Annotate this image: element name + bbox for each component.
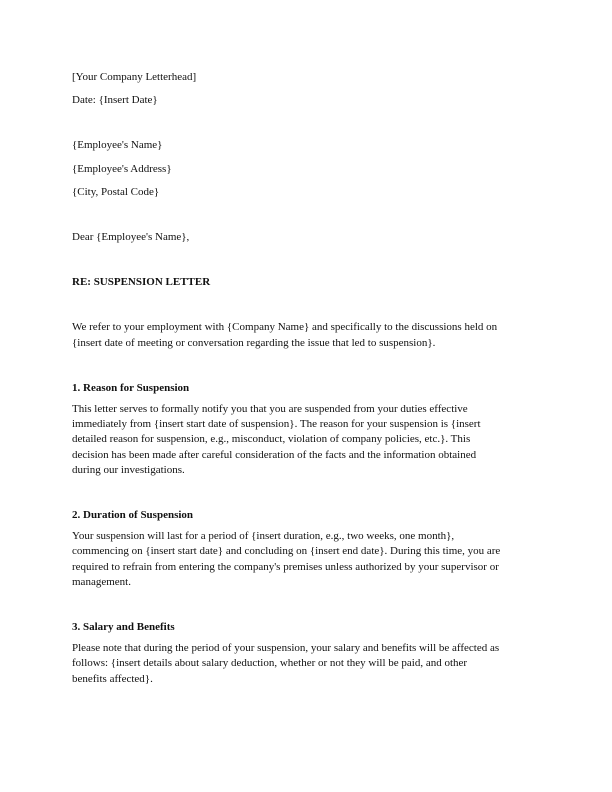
section-body (72, 402, 552, 478)
section-body (72, 529, 552, 590)
section-line: benefits affected}. (72, 672, 153, 685)
subject-line: RE: SUSPENSION LETTER (72, 276, 211, 289)
section-line: decision has been made after careful consideration of the facts and the information obtained (72, 448, 477, 461)
section-line: during our investigations. (72, 463, 185, 476)
intro-line: We refer to your employment with {Company Name} and specifically to the discussions held on (72, 321, 498, 334)
section-line: commencing on {insert start date} and concluding on {insert end date}. During this time, you are (72, 545, 501, 558)
recipient-address: {Employee's Address} (72, 162, 172, 175)
recipient-block (72, 138, 552, 200)
section-duration (72, 508, 552, 590)
section-line: Please note that during the period of your suspension, your salary and benefits will be affected as (72, 642, 500, 655)
section-line: This letter serves to formally notify you that you are suspended from your duties effective (72, 403, 468, 416)
section-line: follows: {insert details about salary deduction, whether or not they will be paid, and other (72, 657, 468, 670)
section-line: immediately from {insert start date of suspension}. The reason for your suspension is {insert (72, 418, 481, 431)
section-title: 2. Duration of Suspension (72, 509, 194, 522)
section-body (72, 641, 552, 687)
section-line: management. (72, 575, 131, 588)
intro-paragraph (72, 320, 552, 350)
section-title: 1. Reason for Suspension (72, 381, 190, 394)
section-reason (72, 381, 552, 478)
recipient-name: {Employee's Name} (72, 139, 163, 152)
intro-line: {insert date of meeting or conversation regarding the issue that led to suspension}. (72, 336, 436, 349)
section-line: required to refrain from entering the company's premises unless authorized by your supervisor or (72, 560, 499, 573)
section-line: Your suspension will last for a period of {insert duration, e.g., two weeks, one month}, (72, 530, 455, 543)
section-salary (72, 620, 552, 687)
salutation: Dear {Employee's Name}, (72, 231, 190, 244)
date-line: Date: {Insert Date} (72, 94, 158, 107)
recipient-city: {City, Postal Code} (72, 185, 160, 198)
section-line: detailed reason for suspension, e.g., misconduct, violation of company policies, etc.}. This (72, 433, 471, 446)
letterhead: [Your Company Letterhead] (72, 71, 197, 83)
section-title: 3. Salary and Benefits (72, 621, 175, 634)
letter-page (72, 70, 552, 687)
